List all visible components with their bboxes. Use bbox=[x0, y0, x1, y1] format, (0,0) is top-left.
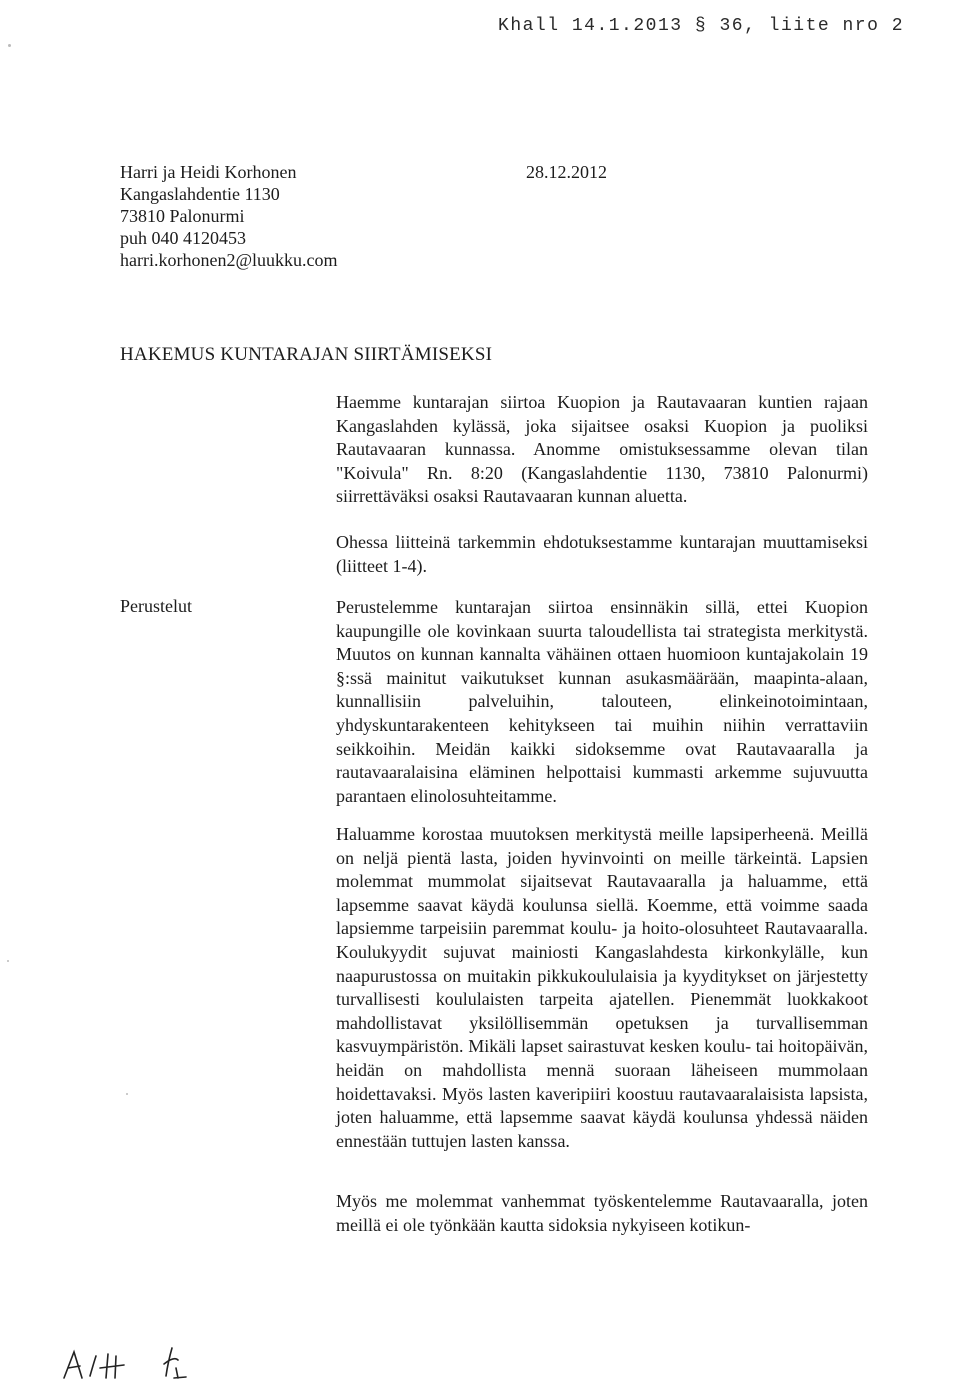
scan-speck bbox=[8, 44, 11, 47]
intro-paragraph: Haemme kuntarajan siirtoa Kuopion ja Rautavaaran kuntien rajaan Kangaslahden kylässä, joka sijaitsee osaksi Kuopion ja puoliksi Rautavaaran kunnassa. Anomme omistuksessamme olevan tilan "Koivula" Rn. 8:20 (Kangaslahdentie 1130, 73810 Palonurmi) siirrettäväksi osaksi Rautavaaran kunnan aluetta. bbox=[336, 392, 868, 507]
sender-street: Kangaslahdentie 1130 bbox=[120, 184, 280, 204]
sender-phone: puh 040 4120453 bbox=[120, 228, 246, 248]
reasons-paragraph-3: Myös me molemmat vanhemmat työskentelemme Rautavaaralla, joten meillä ei ole työnkään kautta sidoksia nykyiseen kotikun- bbox=[336, 1191, 868, 1235]
sender-name: Harri ja Heidi Korhonen bbox=[120, 162, 297, 182]
attachments-paragraph: Ohessa liitteinä tarkemmin ehdotuksestamme kuntarajan muuttamiseksi (liitteet 1-4). bbox=[336, 532, 868, 576]
document-title: HAKEMUS KUNTARAJAN SIIRTÄMISEKSI bbox=[120, 344, 493, 365]
reasons-paragraph-2: Haluamme korostaa muutoksen merkitystä meille lapsiperheenä. Meillä on neljä pientä lasta, joiden hyvinvointi on meille tärkeintä. Lapsien molemmat mummolat sijaitsevat Rautavaaralla ja haluamme, että lapsemme saavat käydä koulunsa siellä. Koemme, että voimme saada lapsiemme tarpeisiin paremmat koulu- ja hoito-olosuhteet Rautavaaralla. Koulukyydit sujuvat mainiosti Kangaslahdesta kirkonkylälle, kun naapurustossa on muitakin pikkukoululaisia ja kyyditykset on järjestetty turvallisesti koululaisten tarpeita ajatellen. Pienemmät luokkakoot mahdollistavat yksilöllisemmän opetuksen ja turvallisemman kasvuympäristön. Mikäli lapset sairastuvat kesken koulu- tai hoitopäivän, heidän on mahdollista mennä suoraan läheiseen mummolaan hoidettavaksi. Myös lasten kaveripiiri koostuu rautavaaralaisista lapsista, joten haluamme, että lapsemme saavat käydä koulunsa yhdessä näiden ennestään tuttujen lasten kanssa. bbox=[336, 824, 868, 1151]
document-reference-stamp: Khall 14.1.2013 § 36, liite nro 2 bbox=[498, 16, 904, 36]
handwritten-initials bbox=[60, 1338, 210, 1382]
scan-speck bbox=[126, 1093, 128, 1095]
letter-date: 28.12.2012 bbox=[526, 162, 607, 182]
reasons-paragraph-1: Perustelemme kuntarajan siirtoa ensinnäkin sillä, ettei Kuopion kaupungille ole kovinkaan suurta taloudellista tai strategista merkitystä. Muutos on kunnan kannalta vähäinen ottaen huomioon kuntajakolain 19 §:ssä mainitut vaikutukset kunnan asukasmäärään, maapinta-alaan, kunnallisiin palveluihin, talouteen, elinkeinotoimintaan, yhdyskuntarakenteen kehitykseen tai muihin niihin verrattaviin seikkoihin. Meidän kaikki sidoksemme ovat Rautavaaralla ja rautavaaralaisina eläminen helpottaisi kummasti arkemme sujuvuutta parantaen elinolosuhteitamme. bbox=[336, 597, 868, 806]
sender-address-block bbox=[120, 161, 338, 271]
sender-email: harri.korhonen2@luukku.com bbox=[120, 250, 338, 270]
sender-postal: 73810 Palonurmi bbox=[120, 206, 245, 226]
section-label-reasons: Perustelut bbox=[120, 596, 192, 616]
scan-speck bbox=[7, 960, 9, 962]
